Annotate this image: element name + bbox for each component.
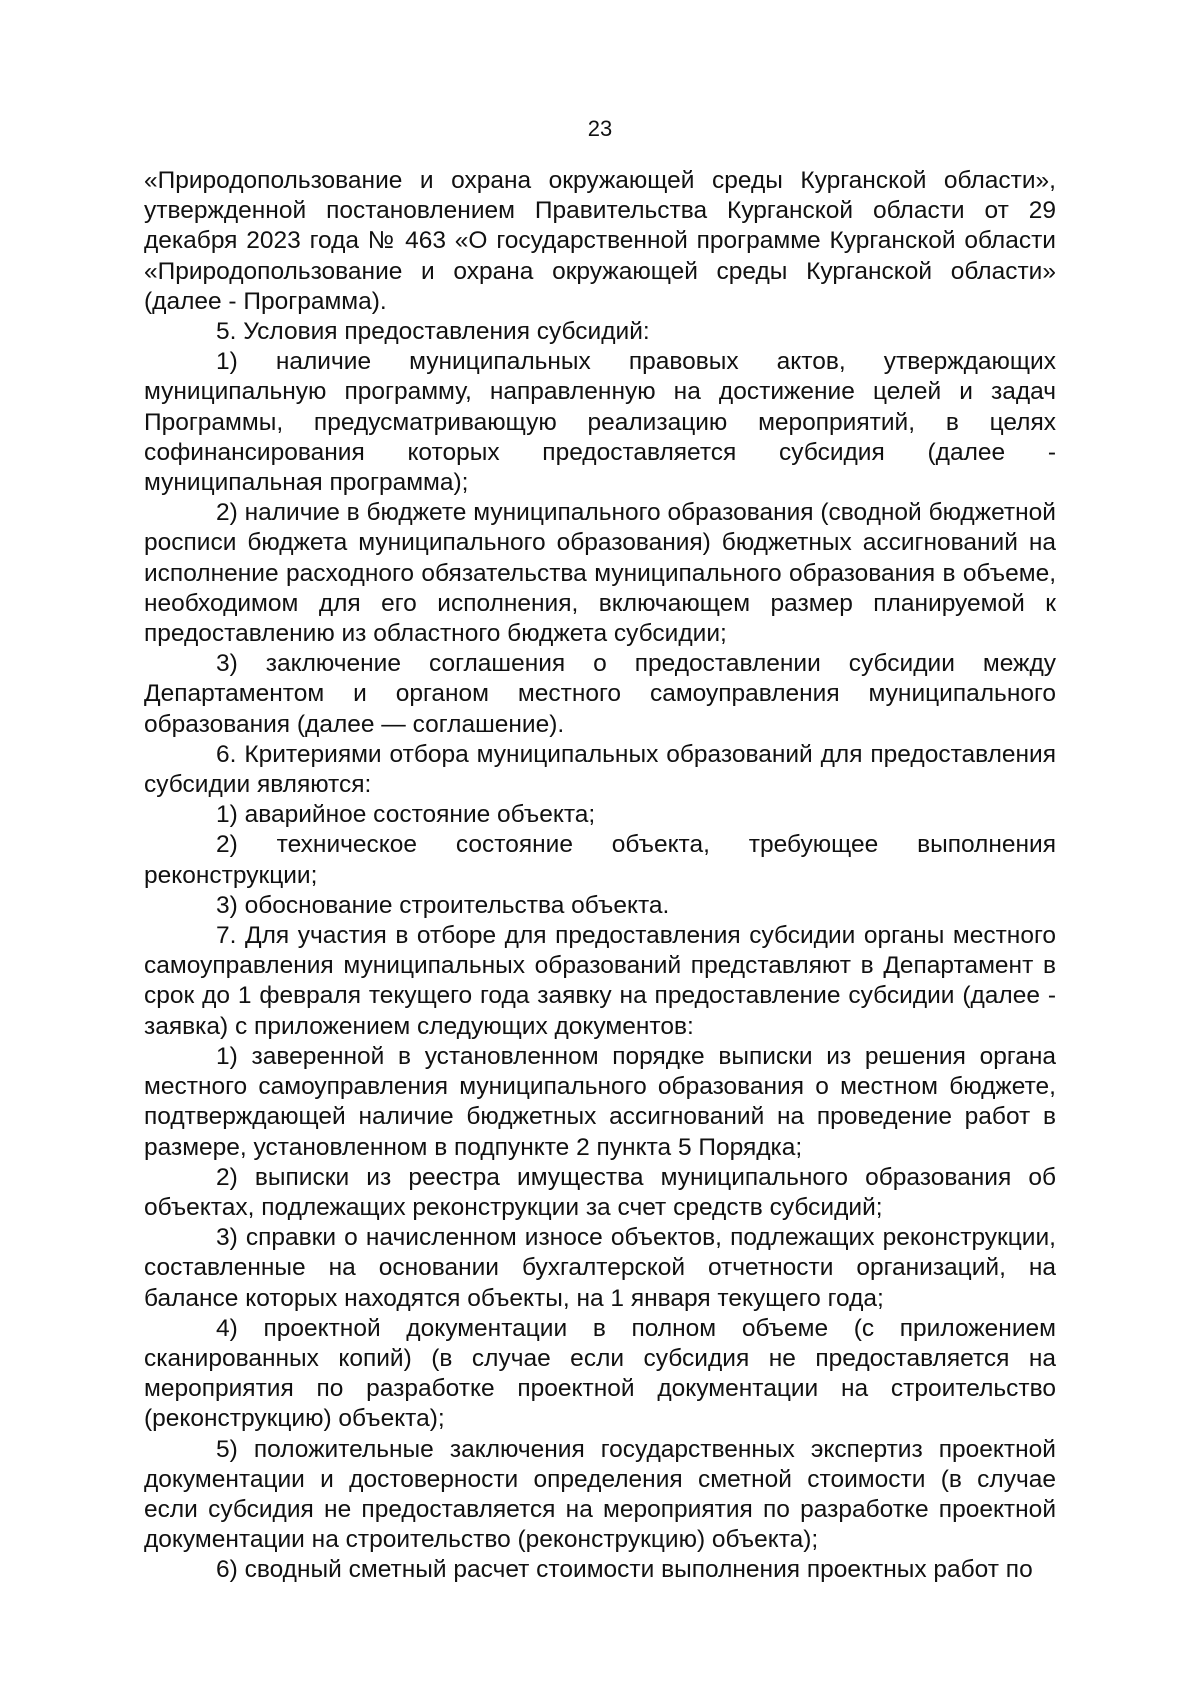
paragraph-7-item-2: 2) выписки из реестра имущества муниципального образования об объектах, подлежащих реконструкции за счет средств субсидий; [144,1163,1056,1221]
paragraph-5-conditions: 5. Условия предоставления субсидий: [216,318,650,346]
paragraph-6-criteria: 6. Критериями отбора муниципальных образований для предоставления субсидии являются: [144,740,1056,799]
paragraph-5-item-2: 2) наличие в бюджете муниципального образования (сводной бюджетной росписи бюджета муниципального образования) бюджетных ассигнований на исполнение расходного обязательства муниципального образования в объеме, необходимом для его исполнения, включающем размер планируемой к предоставлению из областного бюджета субсидии; [144,499,1056,648]
paragraph-7-application: 7. Для участия в отборе для предоставления субсидии органы местного самоуправления муниципальных образований представляют в Департамент в срок до 1 февраля текущего года заявку на предоставление субсидии (далее - заявка) с приложением следующих документов: [144,922,1056,1040]
paragraph-5-item-1: 1) наличие муниципальных правовых актов, утверждающих муниципальную программу, направленную на достижение целей и задач Программы, предусматривающую реализацию мероприятий, в целях софинансирования которых предоставляется субсидия (далее - муниципальная программа); [144,348,1056,497]
paragraph-7-item-4: 4) проектной документации в полном объеме (с приложением сканированных копий) (в случае если субсидия не предоставляется на мероприятия по разработке проектной документации на строительство (реконструкцию) объекта); [144,1314,1056,1433]
paragraph-5-item-3: 3) заключение соглашения о предоставлении субсидии между Департаментом и органом местного самоуправления муниципального образования (далее — соглашение). [144,650,1056,738]
paragraph-6-item-2: 2) техническое состояние объекта, требующее выполнения реконструкции; [144,831,1056,889]
paragraph-7-item-1: 1) заверенной в установленном порядке выписки из решения органа местного самоуправления муниципального образования о местном бюджете, подтверждающей наличие бюджетных ассигнований на проведение работ в размере, установленном в подпункте 2 пункта 5 Порядка; [144,1042,1056,1161]
paragraph-6-item-3: 3) обоснование строительства объекта. [216,891,670,919]
document-body [144,166,1056,1586]
paragraph-6-item-1: 1) аварийное состояние объекта; [216,801,596,829]
paragraph-7-item-5: 5) положительные заключения государственных экспертиз проектной документации и достоверности определения сметной стоимости (в случае если субсидия не предоставляется на мероприятия по разработке проектной документации на строительство (реконструкцию) объекта); [144,1435,1056,1554]
paragraph-7-item-6: 6) сводный сметный расчет стоимости выполнения проектных работ по [216,1556,1033,1584]
paragraph-7-item-3: 3) справки о начисленном износе объектов, подлежащих реконструкции, составленные на основании бухгалтерской отчетности организаций, на балансе которых находятся объекты, на 1 января текущего года; [144,1224,1056,1312]
paragraph-program-continuation: «Природопользование и охрана окружающей среды Курганской области», утвержденной постановлением Правительства Курганской области от 29 декабря 2023 года № 463 «О государственной программе Курганской области «Природопользование и охрана окружающей среды Курганской области» (далее - Программа). [144,167,1056,315]
page-number: 23 [587,116,613,141]
